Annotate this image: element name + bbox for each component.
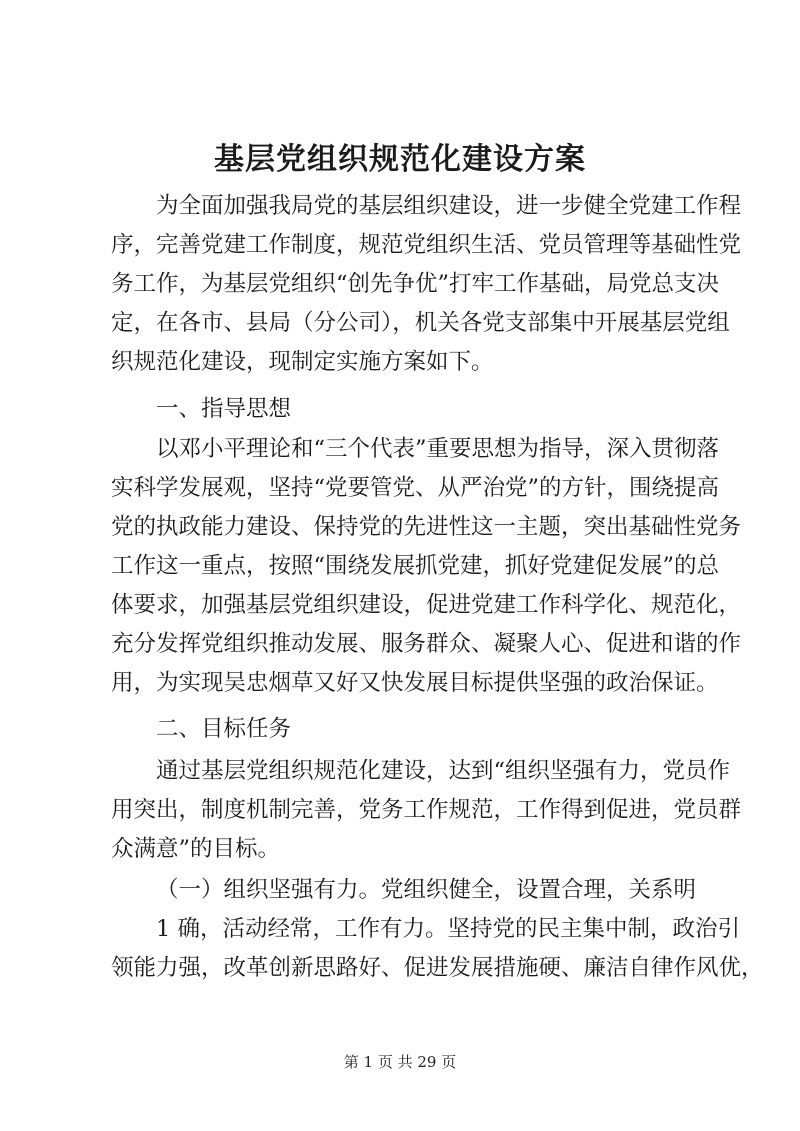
paragraph-line: 体要求，加强基层党组织建设，促进党建工作科学化、规范化， xyxy=(111,592,742,618)
paragraph-line: 务工作，为基层党组织“创先争优”打牢工作基础，局党总支决 xyxy=(111,271,720,297)
paragraph-line: 以邓小平理论和“三个代表”重要思想为指导，深入贯彻落 xyxy=(156,436,720,462)
paragraph-line: 织规范化建设，现制定实施方案如下。 xyxy=(111,349,494,375)
paragraph-line: 定，在各市、县局（分公司），机关各党支部集中开展基层党组 xyxy=(111,310,730,336)
paragraph-line: 为全面加强我局党的基层组织建设，进一步健全党建工作程 xyxy=(156,193,742,219)
section-heading: 二、目标任务 xyxy=(156,716,292,742)
paragraph-line: 通过基层党组织规范化建设，达到“组织坚强有力，党员作 xyxy=(156,758,731,784)
section-heading: 一、指导思想 xyxy=(156,396,292,422)
document-title: 基层党组织规范化建设方案 xyxy=(214,142,586,177)
paragraph-line: 工作这一重点，按照“围绕发展抓党建，抓好党建促发展”的总 xyxy=(111,553,720,579)
paragraph-line: 序，完善党建工作制度，规范党组织生活、党员管理等基础性党 xyxy=(111,232,742,258)
paragraph-line: 众满意”的目标。 xyxy=(111,836,281,862)
paragraph-line: 充分发挥党组织推动发展、服务群众、凝聚人心、促进和谐的作 xyxy=(111,631,742,657)
paragraph-line: （一）组织坚强有力。党组织健全，设置合理，关系明 xyxy=(156,877,697,903)
paragraph-line: 1 确，活动经常，工作有力。坚持党的民主集中制，政治引 xyxy=(156,916,740,942)
paragraph-line: 实科学发展观，坚持“党要管党、从严治党”的方针，围绕提高 xyxy=(111,475,720,501)
paragraph-line: 领能力强，改革创新思路好、促进发展措施硬、廉洁自律作风优， xyxy=(111,955,764,981)
paragraph-line: 党的执政能力建设、保持党的先进性这一主题，突出基础性党务 xyxy=(111,514,742,540)
paragraph-line: 用突出，制度机制完善，党务工作规范，工作得到促进，党员群 xyxy=(111,797,742,823)
page-footer: 第 1 页 共 29 页 xyxy=(343,1053,457,1071)
paragraph-line: 用，为实现吴忠烟草又好又快发展目标提供坚强的政治保证。 xyxy=(111,670,719,696)
